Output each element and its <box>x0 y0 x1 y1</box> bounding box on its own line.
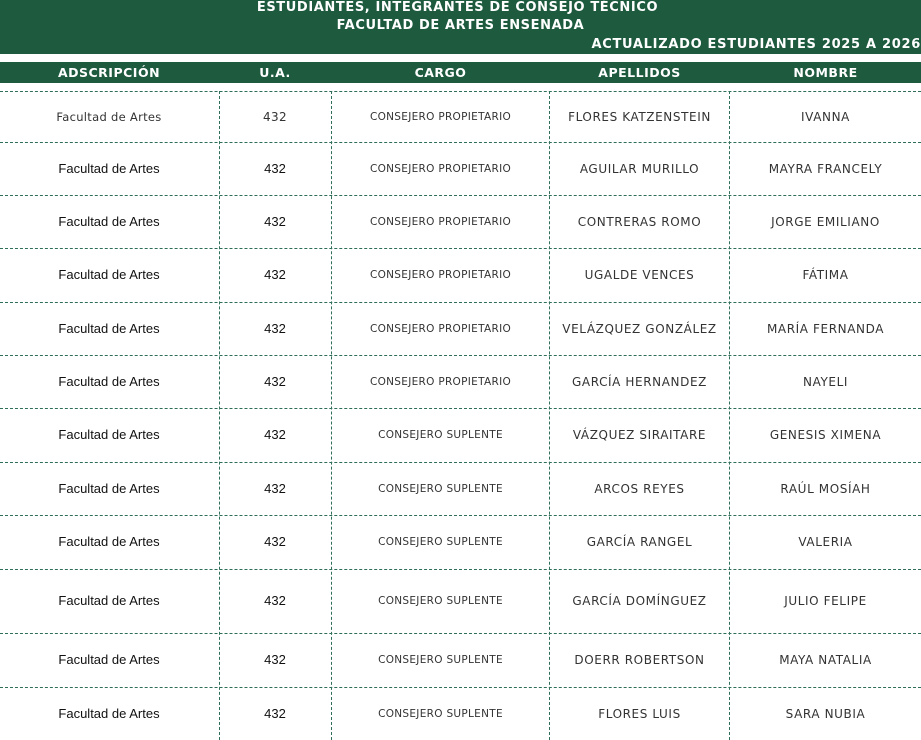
adscripcion-cell: Facultad de Artes <box>56 109 162 124</box>
apellidos-cell: FLORES LUIS <box>598 706 681 721</box>
cargo-cell: CONSEJERO PROPIETARIO <box>369 215 512 228</box>
nombre-cell: JORGE EMILIANO <box>771 214 880 229</box>
apellidos-cell: VÁZQUEZ SIRAITARE <box>572 428 707 442</box>
nombre-cell: MAYRA FRANCELY <box>768 161 883 176</box>
row-divider <box>0 248 921 249</box>
nombre-cell: RAÚL MOSÍAH <box>780 481 871 496</box>
apellidos-cell: AGUILAR MURILLO <box>579 161 700 176</box>
adscripcion-cell: Facultad de Artes <box>58 267 160 282</box>
cargo-cell: CONSEJERO PROPIETARIO <box>369 110 512 123</box>
apellidos-cell: GARCÍA HERNANDEZ <box>572 374 707 389</box>
row-divider <box>0 91 921 92</box>
column-header-ua: U.A. <box>259 65 291 80</box>
nombre-cell: MAYA NATALIA <box>779 653 872 667</box>
row-divider <box>0 355 921 356</box>
column-divider <box>729 91 730 740</box>
apellidos-cell: FLORES KATZENSTEIN <box>568 109 711 124</box>
column-header-apellidos: APELLIDOS <box>598 65 681 80</box>
adscripcion-cell: Facultad de Artes <box>58 320 160 336</box>
ua-cell: 432 <box>264 427 286 442</box>
ua-cell: 432 <box>264 705 286 721</box>
row-divider <box>0 633 921 634</box>
row-divider <box>0 302 921 303</box>
nombre-cell: FÁTIMA <box>802 268 849 282</box>
row-divider <box>0 195 921 196</box>
cargo-cell: CONSEJERO PROPIETARIO <box>369 162 512 175</box>
row-divider <box>0 515 921 516</box>
nombre-cell: SARA NUBIA <box>785 706 866 721</box>
cargo-cell: CONSEJERO SUPLENTE <box>378 707 503 720</box>
cargo-cell: CONSEJERO SUPLENTE <box>378 654 503 666</box>
adscripcion-cell: Facultad de Artes <box>58 652 160 667</box>
updated-note: ACTUALIZADO ESTUDIANTES 2025 A 2026 <box>591 37 921 52</box>
title-line-2: FACULTAD DE ARTES ENSENADA <box>336 18 585 33</box>
apellidos-cell: GARCÍA RANGEL <box>586 535 693 549</box>
row-divider <box>0 142 921 143</box>
column-divider <box>549 91 550 740</box>
column-divider <box>219 91 220 740</box>
ua-cell: 432 <box>264 534 286 549</box>
row-divider <box>0 462 921 463</box>
ua-cell: 432 <box>264 267 286 282</box>
ua-cell: 432 <box>264 652 286 667</box>
row-divider <box>0 687 921 688</box>
nombre-cell: GENESIS XIMENA <box>769 428 882 442</box>
apellidos-cell: UGALDE VENCES <box>584 268 695 282</box>
nombre-cell: MARÍA FERNANDA <box>766 321 885 336</box>
ua-cell: 432 <box>264 160 286 176</box>
ua-cell: 432 <box>264 593 286 608</box>
cargo-cell: CONSEJERO SUPLENTE <box>378 595 503 607</box>
cargo-cell: CONSEJERO PROPIETARIO <box>369 375 512 388</box>
table-header <box>0 62 921 83</box>
adscripcion-cell: Facultad de Artes <box>58 480 160 496</box>
apellidos-cell: VELÁZQUEZ GONZÁLEZ <box>562 321 717 336</box>
cargo-cell: CONSEJERO PROPIETARIO <box>369 322 512 335</box>
ua-cell: 432 <box>264 373 286 389</box>
row-divider <box>0 408 921 409</box>
nombre-cell: VALERIA <box>798 535 853 549</box>
adscripcion-cell: Facultad de Artes <box>58 213 160 229</box>
column-header-cargo: CARGO <box>414 65 467 80</box>
cargo-cell: CONSEJERO SUPLENTE <box>378 536 503 548</box>
cargo-cell: CONSEJERO SUPLENTE <box>378 482 503 495</box>
row-divider <box>0 569 921 570</box>
adscripcion-cell: Facultad de Artes <box>58 373 160 389</box>
apellidos-cell: GARCÍA DOMÍNGUEZ <box>572 594 707 608</box>
apellidos-cell: ARCOS REYES <box>594 481 685 496</box>
column-header-nombre: NOMBRE <box>793 65 858 80</box>
adscripcion-cell: Facultad de Artes <box>58 427 160 442</box>
apellidos-cell: DOERR ROBERTSON <box>574 653 705 667</box>
cargo-cell: CONSEJERO SUPLENTE <box>378 429 503 441</box>
title-line-1: ESTUDIANTES, INTEGRANTES DE CONSEJO TÉCNICO <box>256 0 659 15</box>
adscripcion-cell: Facultad de Artes <box>58 534 160 549</box>
adscripcion-cell: Facultad de Artes <box>58 593 160 608</box>
column-divider <box>331 91 332 740</box>
ua-cell: 432 <box>262 109 288 124</box>
ua-cell: 432 <box>264 320 286 336</box>
document-header <box>0 0 921 54</box>
nombre-cell: NAYELI <box>803 374 848 389</box>
apellidos-cell: CONTRERAS ROMO <box>577 214 702 229</box>
nombre-cell: IVANNA <box>801 109 850 124</box>
adscripcion-cell: Facultad de Artes <box>58 160 160 176</box>
ua-cell: 432 <box>264 480 286 496</box>
cargo-cell: CONSEJERO PROPIETARIO <box>369 269 512 281</box>
column-header-adscripcion: ADSCRIPCIÓN <box>57 65 161 80</box>
adscripcion-cell: Facultad de Artes <box>58 705 160 721</box>
ua-cell: 432 <box>264 213 286 229</box>
nombre-cell: JULIO FELIPE <box>784 594 867 608</box>
